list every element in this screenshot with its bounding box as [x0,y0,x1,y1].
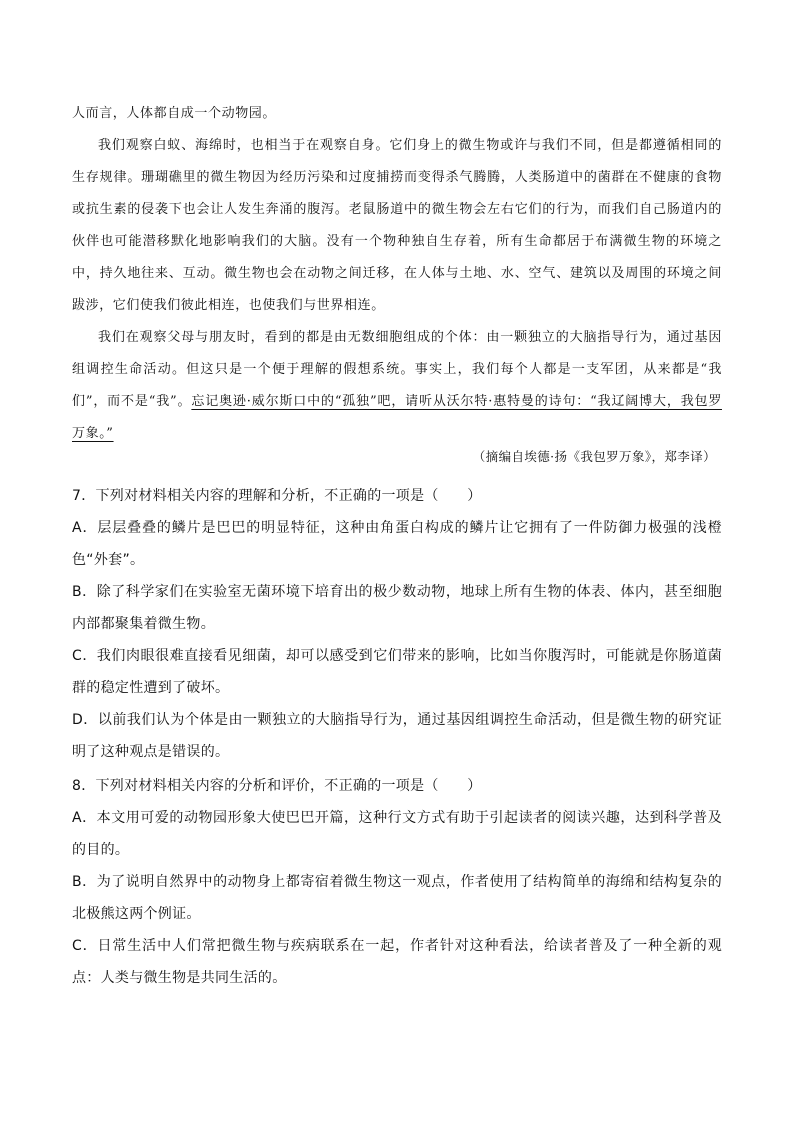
passage-paragraph-3 [72,322,722,450]
question-8-stem: 8．下列对材料相关内容的分析和评价，不正确的一项是（ ） [72,778,482,794]
question-8-option-c: C．日常生活中人们常把微生物与疾病联系在一起，作者针对这种看法，给读者普及了一种全新的观点：人类与微生物是共同生活的。 [72,938,722,986]
passage-paragraph-3-text: 我们在观察父母与朋友时，看到的都是由无数细胞组成的个体：由一颗独立的大脑指导行为，通过基因组调控生命活动。但这只是一个便于理解的假想系统。事实上，我们每个人都是一支军团，从来都是“我们”，而不是“我”。 [72,330,722,409]
passage-paragraph-1: 人而言，人体都自成一个动物园。 [72,106,277,121]
source-citation: （摘编自埃德·扬《我包罗万象》，郑李译） [472,449,716,464]
reading-passage [72,98,722,450]
question-7-option-c: C．我们肉眼很难直接看见细菌，却可以感受到它们带来的影响，比如当你腹泻时，可能就是你肠道菌群的稳定性遭到了破坏。 [72,648,722,696]
question-7-stem: 7．下列对材料相关内容的理解和分析，不正确的一项是（ ） [72,488,482,504]
passage-paragraph-2: 我们观察白蚁、海绵时，也相当于在观察自身。它们身上的微生物或许与我们不同，但是都遵循相同的生存规律。珊瑚礁里的微生物因为经历污染和过度捕捞而变得杀气腾腾，人类肠道中的菌群在不健康的食物或抗生素的侵袭下也会让人发生奔涌的腹泻。老鼠肠道中的微生物会左右它们的行为，而我们自己肠道内的伙伴也可能潜移默化地影响我们的大脑。没有一个物种独自生存着，所有生命都居于布满微生物的环境之中，持久地往来、互动。微生物也会在动物之间迁移，在人体与土地、水、空气、建筑以及周围的环境之间跋涉，它们使我们彼此相连，也使我们与世界相连。 [72,138,722,313]
question-7-option-a: A．层层叠叠的鳞片是巴巴的明显特征，这种由角蛋白构成的鳞片让它拥有了一件防御力极强的浅橙色“外套”。 [72,520,722,568]
question-8-option-b: B．为了说明自然界中的动物身上都寄宿着微生物这一观点，作者使用了结构简单的海绵和结构复杂的北极熊这两个例证。 [72,874,722,922]
questions-section [72,480,722,994]
question-8-option-a: A．本文用可爱的动物园形象大使巴巴开篇，这种行文方式有助于引起读者的阅读兴趣，达到科学普及的目的。 [72,810,722,858]
underlined-sentence: 忘记奥逊·威尔斯口中的“孤独”吧，请听从沃尔特·惠特曼的诗句：“我辽阔博大，我包罗万象。” [72,394,722,441]
question-8 [72,770,722,994]
question-7-option-b: B．除了科学家们在实验室无菌环境下培育出的极少数动物，地球上所有生物的体表、体内，甚至细胞内部都聚集着微生物。 [72,584,722,632]
question-7 [72,480,722,768]
question-7-option-d: D．以前我们认为个体是由一颗独立的大脑指导行为，通过基因组调控生命活动，但是微生物的研究证明了这种观点是错误的。 [72,712,722,760]
